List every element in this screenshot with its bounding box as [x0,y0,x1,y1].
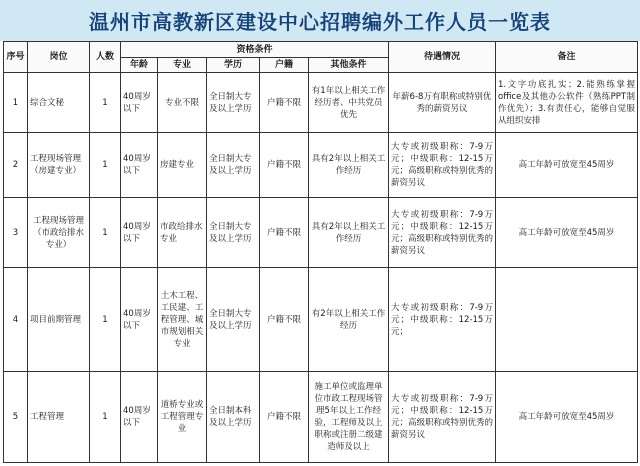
header-qualification-group: 资格条件 [121,42,389,58]
cell-other: 具有2年以上相关工作经历 [309,198,389,268]
cell-no: 3 [4,198,28,268]
cell-remark: 高工年龄可放宽至45周岁 [496,198,638,268]
cell-position: 综合文秘 [28,73,90,133]
cell-treatment: 大专或初级职称：7-9万元；中级职称：12-15万元；高级职称或特别优秀的薪资另议 [389,372,496,463]
cell-education: 全日制本科及以上学历 [207,372,260,463]
cell-count: 1 [90,268,121,372]
cell-no: 2 [4,133,28,198]
cell-other: 有1年以上相关工作经历者、中共党员优先 [309,73,389,133]
cell-count: 1 [90,73,121,133]
cell-treatment: 大专或初级职称：7-9万元；中级职称：12-15万元； [389,268,496,372]
cell-education: 全日制大专及以上学历 [207,198,260,268]
table-row [4,372,638,463]
header-major: 专业 [158,58,207,73]
cell-education: 全日制大专及以上学历 [207,268,260,372]
header-remark: 备注 [496,42,638,73]
cell-count: 1 [90,372,121,463]
header-education: 学历 [207,58,260,73]
cell-position: 工程管理 [28,372,90,463]
cell-position: 项目前期管理 [28,268,90,372]
cell-count: 1 [90,198,121,268]
cell-major: 房建专业 [158,133,207,198]
table-row [4,198,638,268]
cell-no: 1 [4,73,28,133]
cell-count: 1 [90,133,121,198]
cell-hukou: 户籍不限 [260,133,309,198]
cell-hukou: 户籍不限 [260,198,309,268]
cell-age: 40周岁以下 [121,372,158,463]
cell-education: 全日制大专及以上学历 [207,133,260,198]
cell-position: 工程现场管理（房建专业） [28,133,90,198]
cell-remark [496,268,638,372]
header-other: 其他条件 [309,58,389,73]
recruitment-table [3,41,638,463]
cell-no: 5 [4,372,28,463]
cell-age: 40周岁以下 [121,198,158,268]
cell-age: 40周岁以下 [121,133,158,198]
cell-treatment: 年薪6-8万有职称或特别优秀的薪资另议 [389,73,496,133]
cell-treatment: 大专或初级职称：7-9万元；中级职称：12-15万元；高级职称或特别优秀的薪资另议 [389,198,496,268]
title-bar [0,0,640,41]
cell-treatment: 大专或初级职称：7-9万元；中级职称：12-15万元；高级职称或特别优秀的薪资另议 [389,133,496,198]
cell-age: 40周岁以下 [121,268,158,372]
header-count: 人数 [90,42,121,73]
table-row [4,268,638,372]
cell-no: 4 [4,268,28,372]
cell-other: 具有2年以上相关工作经历 [309,133,389,198]
cell-remark: 1.文字功底扎实；2.能熟练掌握office及其他办公软件（熟练PPT制作优先）；3.有责任心，能够自觉服从组织安排 [496,73,638,133]
cell-remark: 高工年龄可放宽至45周岁 [496,133,638,198]
cell-major: 土木工程、工民建、工程管理、城市规划相关专业 [158,268,207,372]
cell-major: 道桥专业或工程管理专业 [158,372,207,463]
cell-hukou: 户籍不限 [260,268,309,372]
cell-age: 40周岁以下 [121,73,158,133]
header-no: 序号 [4,42,28,73]
cell-position: 工程现场管理（市政给排水专业） [28,198,90,268]
cell-education: 全日制大专及以上学历 [207,73,260,133]
header-treatment: 待遇情况 [389,42,496,73]
cell-other: 有2年以上相关工作经历 [309,268,389,372]
table-row [4,133,638,198]
cell-hukou: 户籍不限 [260,73,309,133]
table-row [4,73,638,133]
header-hukou: 户籍 [260,58,309,73]
cell-major: 市政给排水专业 [158,198,207,268]
header-position: 岗位 [28,42,90,73]
cell-major: 专业不限 [158,73,207,133]
cell-remark: 高工年龄可放宽至45周岁 [496,372,638,463]
cell-hukou: 户籍不限 [260,372,309,463]
page-title: 温州市高教新区建设中心招聘编外工作人员一览表 [89,10,551,34]
cell-other: 施工单位或监理单位市政工程现场管理5年以上工作经验，工程师及以上职称或注册二级建造师及以上 [309,372,389,463]
header-age: 年龄 [121,58,158,73]
